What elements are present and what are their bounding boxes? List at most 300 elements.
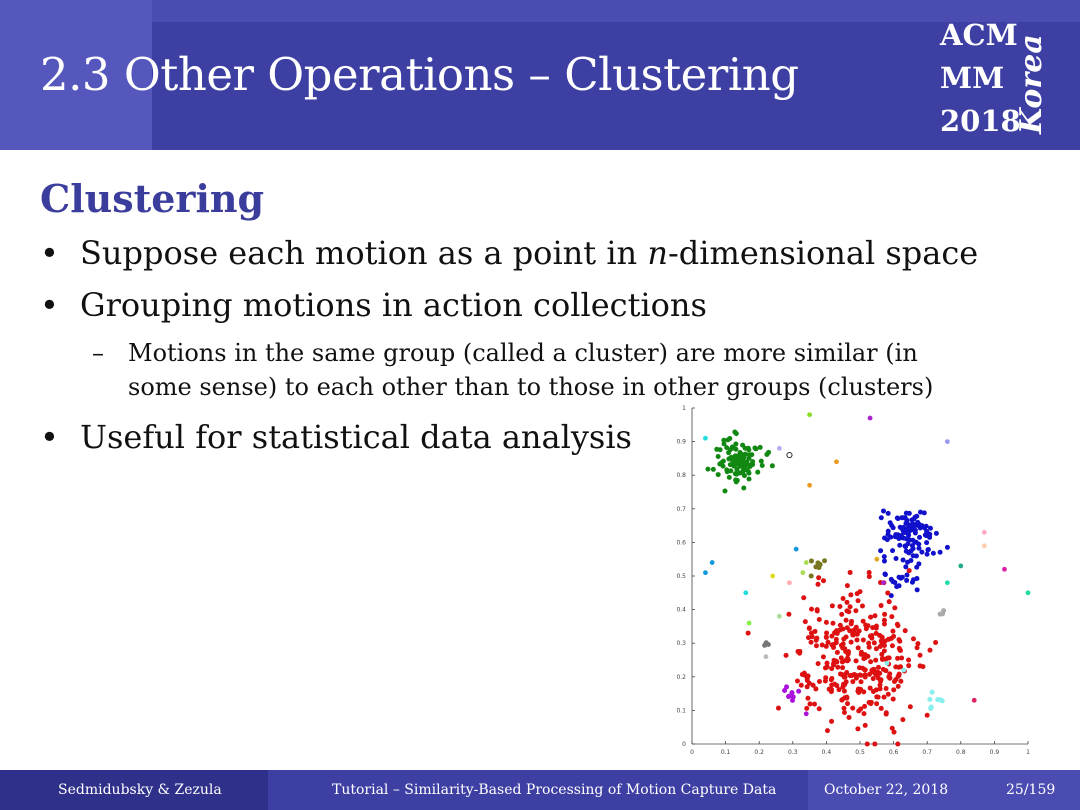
cluster-point: [910, 580, 915, 585]
cluster-point: [786, 694, 791, 699]
cluster-point: [931, 551, 936, 556]
cluster-point: [839, 612, 844, 617]
cluster-point: [835, 665, 840, 670]
cluster-point: [868, 701, 873, 706]
cluster-point: [869, 636, 874, 641]
cluster-point: [733, 478, 738, 483]
cluster-point: [883, 668, 888, 673]
outlier-point: [881, 580, 886, 585]
outlier-point: [884, 661, 889, 666]
cluster-point: [882, 648, 887, 653]
cluster-point: [900, 717, 905, 722]
cluster-point: [809, 640, 814, 645]
cluster-point: [840, 659, 845, 664]
cluster-point: [882, 559, 887, 564]
cluster-point: [868, 659, 873, 664]
footer-date: October 22, 2018: [824, 782, 949, 798]
cluster-point: [811, 683, 816, 688]
cluster-point: [884, 712, 889, 717]
cluster-point: [856, 645, 861, 650]
outlier-point: [945, 580, 950, 585]
cluster-point: [861, 711, 866, 716]
cluster-point: [899, 656, 904, 661]
cluster-point: [862, 667, 867, 672]
cluster-point: [889, 636, 894, 641]
cluster-point: [918, 663, 923, 668]
cluster-point: [829, 719, 834, 724]
y-tick-label: 0.4: [676, 606, 686, 614]
cluster-point: [879, 603, 884, 608]
x-tick-label: 0: [690, 749, 694, 756]
cluster-point: [830, 621, 835, 626]
x-tick-label: 0.5: [855, 749, 865, 756]
cluster-point: [892, 730, 897, 735]
logo-script-korea: Korea: [1014, 34, 1049, 134]
cluster-point: [872, 613, 877, 618]
cluster-point: [865, 623, 870, 628]
footer-date-block: [808, 770, 1080, 810]
cluster-point: [842, 710, 847, 715]
cluster-point: [915, 523, 920, 528]
cluster-point: [840, 627, 845, 632]
outlier-point: [777, 614, 782, 619]
cluster-point: [835, 650, 840, 655]
cluster-point: [908, 558, 913, 563]
cluster-point: [804, 706, 809, 711]
cluster-point: [871, 689, 876, 694]
cluster-point: [913, 531, 918, 536]
y-tick-label: 0.6: [676, 539, 686, 547]
outlier-point: [807, 412, 812, 417]
cluster-point: [903, 564, 908, 569]
cluster-point: [879, 706, 884, 711]
cluster-point: [805, 684, 810, 689]
outlier-point: [807, 483, 812, 488]
cluster-point: [829, 682, 834, 687]
outlier-point: [804, 560, 809, 565]
cluster-point: [862, 704, 867, 709]
cluster-point: [722, 489, 727, 494]
outlier-point: [804, 711, 809, 716]
cluster-point: [799, 683, 804, 688]
x-tick-label: 0.3: [788, 749, 798, 756]
cluster-point: [817, 617, 822, 622]
cluster-point: [858, 687, 863, 692]
outlier-point: [982, 543, 987, 548]
cluster-point: [748, 463, 753, 468]
cluster-point: [908, 704, 913, 709]
outlier-point: [703, 436, 708, 441]
cluster-point: [816, 661, 821, 666]
cluster-point: [873, 658, 878, 663]
cluster-point: [906, 663, 911, 668]
cluster-point: [845, 600, 850, 605]
outlier-point: [747, 621, 752, 626]
cluster-point: [805, 696, 810, 701]
footer-tutorial-block: [268, 770, 808, 810]
cluster-point: [816, 582, 821, 587]
cluster-point: [906, 550, 911, 555]
cluster-point: [825, 661, 830, 666]
cluster-point: [855, 637, 860, 642]
cluster-point: [729, 456, 734, 461]
cluster-point: [907, 568, 912, 573]
cluster-point: [850, 632, 855, 637]
x-tick-label: 0.2: [754, 749, 764, 756]
cluster-point: [817, 679, 822, 684]
cluster-point: [880, 657, 885, 662]
cluster-point: [727, 475, 732, 480]
cluster-point: [885, 590, 890, 595]
cluster-point: [925, 713, 930, 718]
cluster-point: [889, 614, 894, 619]
outlier-point: [710, 560, 715, 565]
cluster-point: [891, 697, 896, 702]
y-tick-label: 0.8: [676, 472, 686, 480]
cluster-point: [919, 550, 924, 555]
cluster-point: [860, 603, 865, 608]
acm-mm-2018-logo: [926, 14, 1066, 138]
outlier-point: [787, 452, 792, 457]
cluster-scatter-chart: [660, 400, 1040, 760]
cluster-point: [903, 544, 908, 549]
cluster-point: [918, 653, 923, 658]
cluster-point: [847, 715, 852, 720]
cluster-point: [718, 447, 723, 452]
cluster-point: [859, 652, 864, 657]
x-tick-label: 0.4: [821, 749, 832, 756]
x-tick-label: 0.8: [956, 749, 966, 756]
sub-bullet-text: [128, 336, 933, 404]
cluster-point: [893, 664, 898, 669]
slide-header: [0, 0, 1080, 150]
cluster-point: [839, 643, 844, 648]
sub-bullet-line: Motions in the same group (called a cluster) are more similar (in: [128, 339, 918, 367]
outlier-point: [787, 580, 792, 585]
cluster-point: [716, 472, 721, 477]
cluster-point: [834, 640, 839, 645]
cluster-point: [829, 634, 834, 639]
cluster-point: [770, 463, 775, 468]
footer-tutorial-title: Tutorial – Similarity-Based Processing of Motion Capture Data: [332, 782, 777, 798]
cluster-point: [845, 658, 850, 663]
cluster-point: [928, 526, 933, 531]
cluster-point: [940, 611, 945, 616]
cluster-point: [800, 672, 805, 677]
sub-bullet-line: some sense) to each other than to those in other groups (clusters): [128, 373, 934, 401]
cluster-point: [841, 637, 846, 642]
cluster-point: [934, 531, 939, 536]
y-tick-label: 0.3: [676, 640, 686, 648]
cluster-point: [896, 684, 901, 689]
cluster-point: [882, 695, 887, 700]
cluster-point: [882, 554, 887, 559]
cluster-point: [786, 612, 791, 617]
cluster-point: [848, 570, 853, 575]
cluster-point: [790, 698, 795, 703]
cluster-point: [803, 619, 808, 624]
cluster-point: [852, 627, 857, 632]
cluster-point: [806, 635, 811, 640]
cluster-point: [816, 575, 821, 580]
korea-script-logo: [1011, 22, 1051, 137]
cluster-point: [887, 599, 892, 604]
cluster-point: [886, 529, 891, 534]
cluster-point: [863, 723, 868, 728]
y-tick-label: 0.7: [676, 505, 686, 513]
cluster-point: [893, 532, 898, 537]
cluster-point: [705, 467, 710, 472]
cluster-point: [904, 573, 909, 578]
cluster-point: [895, 742, 900, 747]
x-tick-label: 0.1: [720, 749, 731, 756]
outlier-point: [945, 439, 950, 444]
logo-line-acm: ACM: [940, 18, 1018, 52]
cluster-point: [896, 674, 901, 679]
cluster-point: [924, 540, 929, 545]
cluster-point: [823, 679, 828, 684]
footer-authors: Sedmidubsky & Zezula: [58, 782, 222, 798]
cluster-point: [821, 578, 826, 583]
cluster-point: [910, 522, 915, 527]
bullet-dot: •: [40, 418, 59, 456]
cluster-point: [850, 706, 855, 711]
cluster-point: [897, 583, 902, 588]
cluster-point: [732, 430, 737, 435]
cluster-point: [863, 672, 868, 677]
cluster-point: [845, 625, 850, 630]
cluster-point: [848, 604, 853, 609]
cluster-point: [854, 676, 859, 681]
cluster-point: [879, 515, 884, 520]
cluster-point: [817, 565, 822, 570]
cluster-point: [809, 607, 814, 612]
outlier-point: [982, 530, 987, 535]
cluster-point: [830, 603, 835, 608]
cluster-point: [843, 674, 848, 679]
cluster-point: [845, 583, 850, 588]
cluster-point: [898, 525, 903, 530]
x-tick-label: 0.6: [888, 749, 899, 756]
y-tick-label: 0.9: [676, 438, 686, 446]
cluster-point: [805, 678, 810, 683]
sub-bullet-dash: –: [92, 339, 104, 367]
cluster-point: [849, 640, 854, 645]
cluster-point: [727, 436, 732, 441]
cluster-point: [807, 701, 812, 706]
cluster-point: [886, 692, 891, 697]
cluster-point: [856, 708, 861, 713]
cluster-point: [861, 619, 866, 624]
outlier-point: [1026, 590, 1031, 595]
cluster-point: [885, 656, 890, 661]
cluster-point: [841, 706, 846, 711]
outlier-point: [972, 698, 977, 703]
cluster-point: [801, 595, 806, 600]
cluster-point: [889, 523, 894, 528]
slide-footer: [0, 770, 1080, 810]
cluster-point: [871, 676, 876, 681]
cluster-point: [911, 636, 916, 641]
cluster-point: [865, 742, 870, 747]
cluster-point: [835, 631, 840, 636]
cluster-point: [881, 509, 886, 514]
outlier-point: [764, 654, 769, 659]
cluster-point: [872, 742, 877, 747]
cluster-point: [928, 648, 933, 653]
cluster-point: [827, 687, 832, 692]
cluster-point: [829, 676, 834, 681]
outlier-point: [703, 570, 708, 575]
cluster-point: [945, 545, 950, 550]
bullet-text: Grouping motions in action collections: [80, 286, 707, 324]
cluster-point: [814, 643, 819, 648]
outlier-point: [794, 547, 799, 552]
cluster-point: [917, 535, 922, 540]
bullet-text-part: Suppose each motion as a point in: [80, 234, 648, 272]
outlier-point: [901, 668, 906, 673]
cluster-point: [887, 671, 892, 676]
cluster-point: [824, 620, 829, 625]
cluster-point: [914, 565, 919, 570]
cluster-point: [872, 640, 877, 645]
cluster-point: [814, 638, 819, 643]
cluster-point: [822, 558, 827, 563]
cluster-point: [919, 523, 924, 528]
cluster-point: [766, 450, 771, 455]
cluster-point: [815, 609, 820, 614]
cluster-point: [896, 637, 901, 642]
cluster-point: [879, 639, 884, 644]
cluster-point: [878, 683, 883, 688]
bullet-text: Useful for statistical data analysis: [80, 418, 632, 456]
cluster-point: [928, 706, 933, 711]
cluster-point: [760, 463, 765, 468]
cluster-point: [904, 518, 909, 523]
bullet-text-italic: n: [647, 234, 668, 272]
cluster-point: [784, 653, 789, 658]
x-tick-label: 1: [1026, 749, 1030, 756]
cluster-point: [840, 665, 845, 670]
slide-title: 2.3 Other Operations – Clustering: [40, 48, 799, 101]
cluster-point: [914, 540, 919, 545]
cluster-point: [884, 686, 889, 691]
bullet-dot: •: [40, 286, 59, 324]
bullet-dot: •: [40, 234, 59, 272]
cluster-point: [752, 445, 757, 450]
cluster-point: [848, 592, 853, 597]
outlier-point: [834, 459, 839, 464]
cluster-point: [933, 640, 938, 645]
cluster-point: [741, 486, 746, 491]
cluster-point: [824, 630, 829, 635]
cluster-point: [874, 671, 879, 676]
cluster-point: [742, 463, 747, 468]
cluster-point: [776, 706, 781, 711]
cluster-point: [830, 642, 835, 647]
cluster-point: [915, 641, 920, 646]
cluster-point: [825, 728, 830, 733]
cluster-point: [890, 629, 895, 634]
cluster-point: [854, 658, 859, 663]
bullet-text: [80, 234, 978, 272]
cluster-point: [809, 558, 814, 563]
cluster-point: [883, 572, 888, 577]
cluster-point: [885, 537, 890, 542]
cluster-point: [891, 687, 896, 692]
cluster-point: [895, 623, 900, 628]
footer-page-number: 25/159: [1006, 782, 1056, 798]
cluster-point: [841, 596, 846, 601]
cluster-point: [746, 631, 751, 636]
y-tick-label: 0.5: [676, 573, 686, 580]
cluster-point: [930, 690, 935, 695]
x-tick-label: 0.7: [922, 749, 932, 756]
cluster-point: [935, 697, 940, 702]
outlier-point: [958, 564, 963, 569]
cluster-point: [899, 515, 904, 520]
cluster-point: [796, 689, 801, 694]
cluster-point: [849, 673, 854, 678]
cluster-point: [719, 460, 724, 465]
cluster-point: [874, 624, 879, 629]
outlier-point: [1002, 567, 1007, 572]
outlier-point: [743, 590, 748, 595]
cluster-point: [904, 578, 909, 583]
section-heading: Clustering: [40, 176, 265, 221]
cluster-point: [874, 646, 879, 651]
cluster-point: [867, 570, 872, 575]
cluster-point: [817, 706, 822, 711]
cluster-point: [915, 645, 920, 650]
cluster-point: [892, 679, 897, 684]
y-tick-label: 0.1: [676, 707, 686, 715]
cluster-point: [796, 649, 801, 654]
outlier-point: [874, 557, 879, 562]
cluster-point: [855, 591, 860, 596]
cluster-point: [821, 654, 826, 659]
y-tick-label: 1: [682, 405, 686, 412]
cluster-point: [730, 445, 735, 450]
cluster-point: [807, 626, 812, 631]
cluster-point: [846, 609, 851, 614]
outlier-point: [800, 570, 805, 575]
cluster-point: [809, 573, 814, 578]
cluster-point: [903, 628, 908, 633]
cluster-point: [858, 673, 863, 678]
cluster-point: [892, 605, 897, 610]
footer-authors-block: [0, 770, 268, 810]
cluster-point: [938, 550, 943, 555]
cluster-point: [840, 685, 845, 690]
cluster-point: [795, 678, 800, 683]
y-tick-label: 0: [682, 741, 686, 748]
cluster-point: [840, 697, 845, 702]
cluster-point: [868, 615, 873, 620]
outlier-point: [868, 416, 873, 421]
cluster-point: [845, 701, 850, 706]
cluster-point: [867, 672, 872, 677]
x-tick-label: 0.9: [989, 749, 1000, 756]
cluster-point: [906, 657, 911, 662]
cluster-point: [759, 459, 764, 464]
cluster-point: [856, 598, 861, 603]
cluster-point: [728, 468, 733, 473]
cluster-point: [809, 631, 814, 636]
cluster-point: [897, 543, 902, 548]
cluster-point: [926, 547, 931, 552]
cluster-point: [876, 695, 881, 700]
